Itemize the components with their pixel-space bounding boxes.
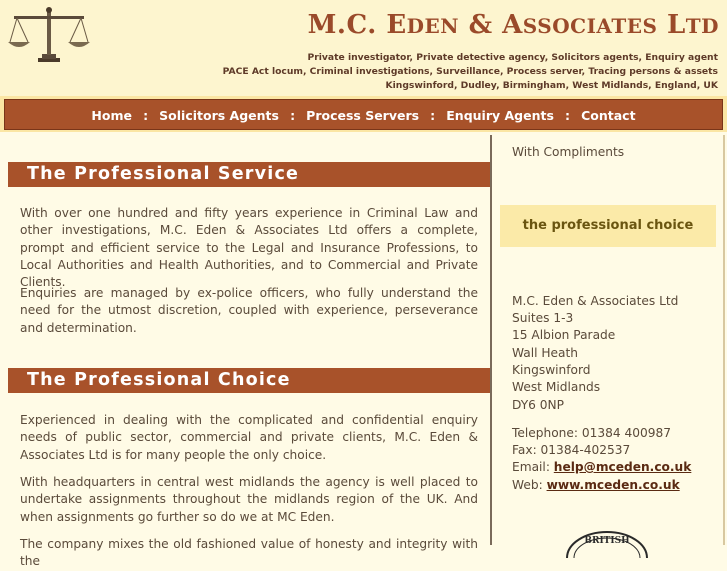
association-seal-icon <box>564 528 650 558</box>
address-street: 15 Albion Parade <box>512 328 616 342</box>
nav-separator: : <box>430 108 436 123</box>
paragraph-experience: With over one hundred and fifty years experience in Criminal Law and other investigations, M.C. Eden & Associates Ltd offers a complete, prompt and efficient service to the Legal and Insurance Professions, to Local Authorities and Health Authorities, and to Commercial and Private Clients. <box>20 206 478 290</box>
address-postcode: DY6 0NP <box>512 398 565 412</box>
email-label: Email: <box>512 460 554 474</box>
paragraph-clients: Experienced in dealing with the complicated and confidential enquiry needs of public sector, commercial and private clients, M.C. Eden & Associates Ltd is for many people the only choice. <box>20 413 478 462</box>
nav-wrapper <box>0 96 727 132</box>
address-company: M.C. Eden & Associates Ltd <box>512 294 679 308</box>
paragraph-values: The company mixes the old fashioned value of honesty and integrity with the <box>20 537 478 569</box>
nav-contact[interactable]: Contact <box>581 108 636 123</box>
tagline-services: Private investigator, Private detective agency, Solicitors agents, Enquiry agent <box>307 52 718 63</box>
nav-separator: : <box>143 108 149 123</box>
email-line <box>512 459 691 476</box>
tagline-locations: Kingswinford, Dudley, Birmingham, West Midlands, England, UK <box>385 80 718 91</box>
nav-enquiry-agents[interactable]: Enquiry Agents <box>446 108 554 123</box>
nav-process-servers[interactable]: Process Servers <box>306 108 420 123</box>
web-line <box>512 477 680 494</box>
tagline-specialisms: PACE Act locum, Criminal investigations, Surveillance, Process server, Tracing persons & assets <box>222 66 718 77</box>
telephone-text: Telephone: 01384 400987 <box>512 426 672 440</box>
paragraph-enquiries: Enquiries are managed by ex-police officers, who fully understand the need for the utmost discretion, coupled with experience, perseverance and determination. <box>20 286 478 335</box>
fax-text: Fax: 01384-402537 <box>512 443 631 457</box>
address-county: West Midlands <box>512 380 601 394</box>
section-heading-professional-service: The Professional Service <box>8 162 490 187</box>
address-suites: Suites 1-3 <box>512 311 574 325</box>
scales-of-justice-icon <box>8 6 90 64</box>
address-area: Wall Heath <box>512 346 579 360</box>
professional-choice-box: the professional choice <box>500 205 716 247</box>
nav-separator: : <box>290 108 296 123</box>
site-header <box>0 0 727 96</box>
main-content <box>4 135 490 569</box>
nav-solicitors-agents[interactable]: Solicitors Agents <box>159 108 279 123</box>
nav-separator: : <box>565 108 571 123</box>
seal-text: BRITISH <box>584 536 630 546</box>
main-nav <box>4 99 723 130</box>
web-link[interactable]: www.mceden.co.uk <box>546 478 680 492</box>
email-link[interactable]: help@mceden.co.uk <box>553 460 692 474</box>
sidebar <box>492 135 725 545</box>
section-heading-professional-choice: The Professional Choice <box>8 368 490 393</box>
nav-home[interactable]: Home <box>91 108 132 123</box>
paragraph-headquarters: With headquarters in central west midlands the agency is well placed to undertake assignments throughout the midlands region of the UK. And when assignments go further so do we at MC Eden. <box>20 475 478 524</box>
site-title: M.C. EDEN & ASSOCIATES LTD <box>307 10 719 40</box>
compliments-text: With Compliments <box>512 145 625 159</box>
address-town: Kingswinford <box>512 363 591 377</box>
web-label: Web: <box>512 478 547 492</box>
